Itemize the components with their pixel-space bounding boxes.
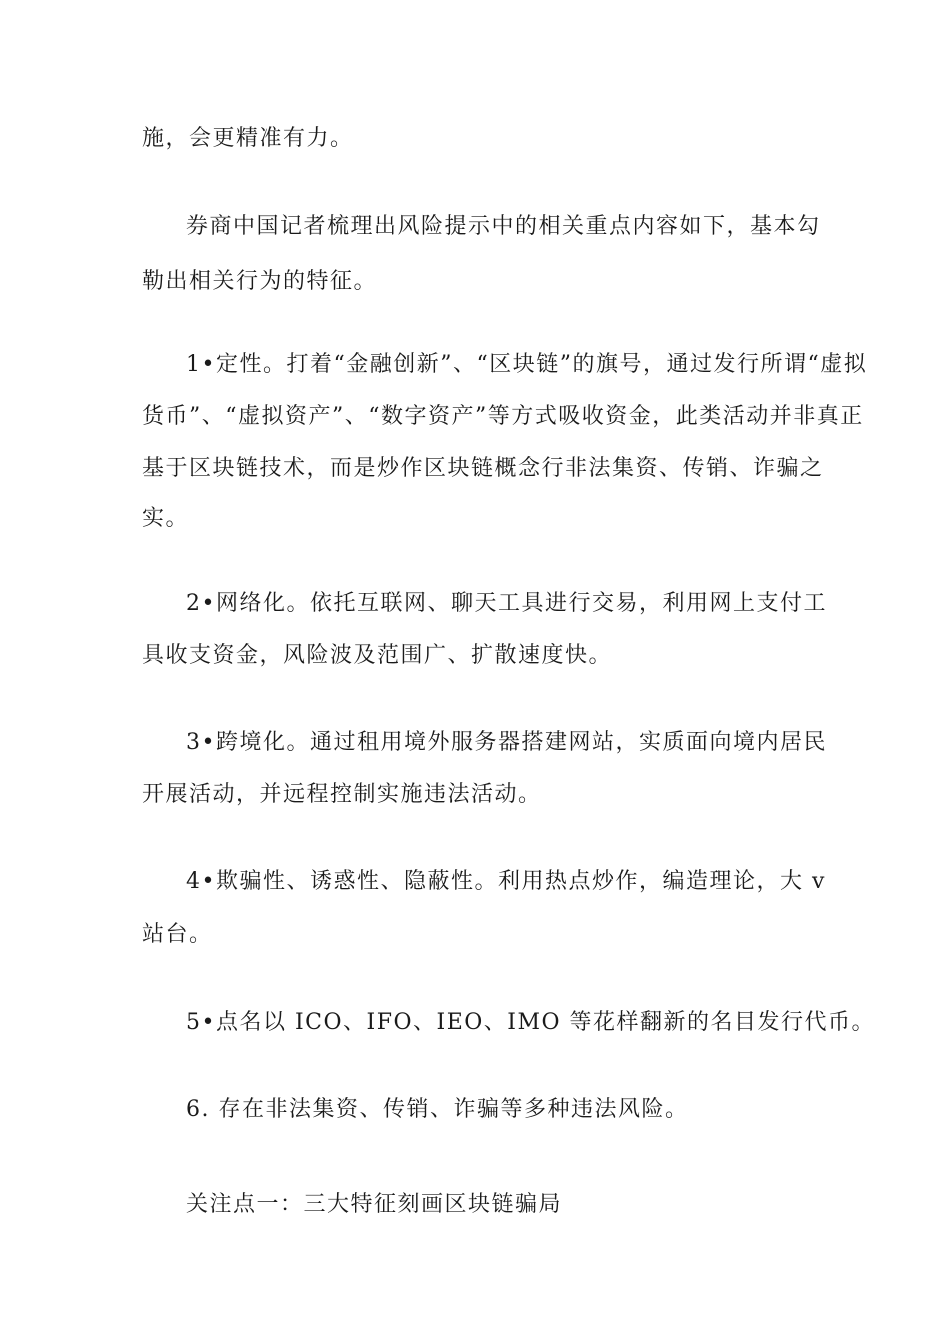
list-item-4-line: 4•欺骗性、诱惑性、隐蔽性。利用热点炒作，编造理论，大 v: [186, 869, 826, 894]
list-item-1-line: 基于区块链技术，而是炒作区块链概念行非法集资、传销、诈骗之: [142, 456, 824, 481]
list-item-1-line: 货币”、“虚拟资产”、“数字资产”等方式吸收资金，此类活动并非真正: [142, 404, 864, 429]
paragraph-line: 勒出相关行为的特征。: [142, 269, 378, 294]
section-heading: 关注点一：三大特征刻画区块链骗局: [186, 1192, 563, 1217]
paragraph-line: 施，会更精准有力。: [142, 126, 354, 151]
paragraph-line: 券商中国记者梳理出风险提示中的相关重点内容如下，基本勾: [186, 214, 821, 239]
list-item-5-line: 5•点名以 ICO、IFO、IEO、IMO 等花样翻新的名目发行代币。: [186, 1010, 876, 1035]
list-item-3-line: 开展活动，并远程控制实施违法活动。: [142, 782, 542, 807]
list-item-4-line: 站台。: [142, 922, 213, 947]
list-item-6-line: 6. 存在非法集资、传销、诈骗等多种违法风险。: [186, 1097, 689, 1122]
list-item-3-line: 3•跨境化。通过租用境外服务器搭建网站，实质面向境内居民: [186, 730, 827, 755]
list-item-1-line: 1•定性。打着“金融创新”、“区块链”的旗号，通过发行所谓“虚拟: [186, 352, 868, 377]
list-item-2-line: 2•网络化。依托互联网、聊天工具进行交易，利用网上支付工: [186, 591, 827, 616]
list-item-1-line: 实。: [142, 506, 190, 531]
list-item-2-line: 具收支资金，风险波及范围广、扩散速度快。: [142, 643, 613, 668]
